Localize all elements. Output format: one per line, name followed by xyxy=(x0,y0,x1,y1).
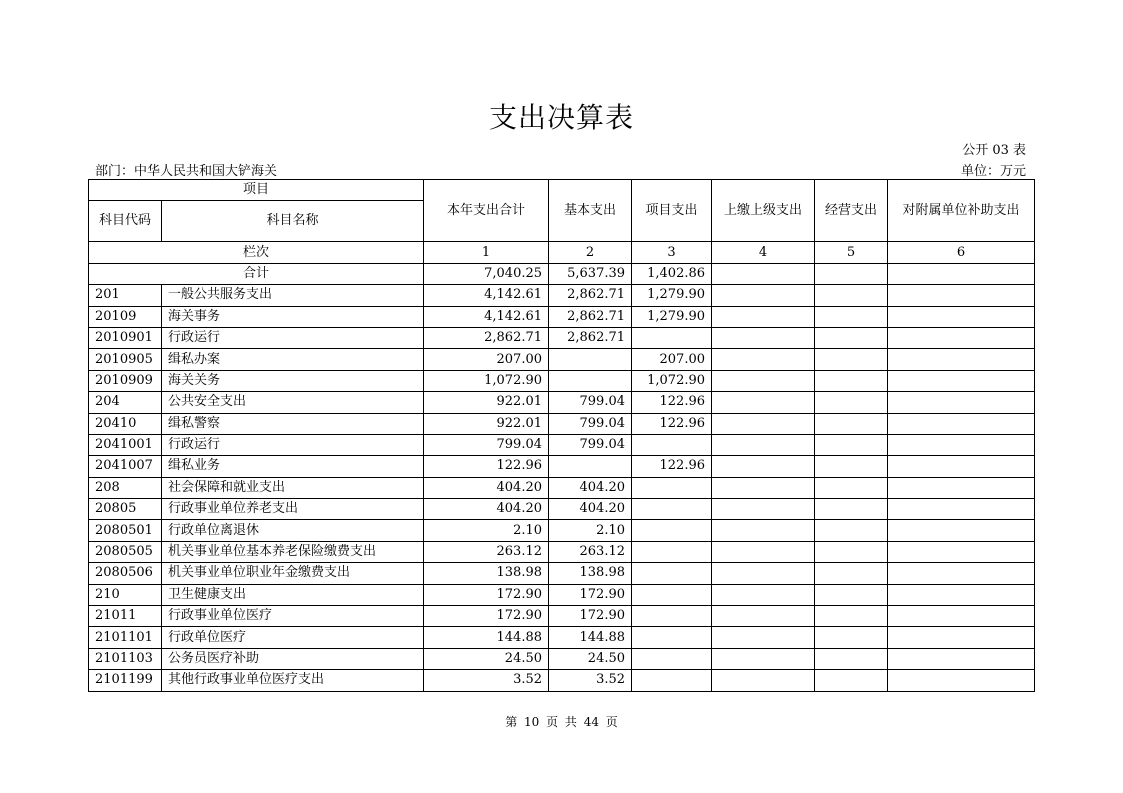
row-value: 799.04 xyxy=(549,413,632,434)
row-value xyxy=(888,392,1035,413)
row-value xyxy=(712,520,815,541)
table-row xyxy=(89,370,1035,391)
table-row xyxy=(89,327,1035,348)
row-name: 机关事业单位职业年金缴费支出 xyxy=(162,563,424,584)
row-code: 20109 xyxy=(89,306,162,327)
row-value xyxy=(815,648,888,669)
row-value: 263.12 xyxy=(549,541,632,562)
row-value xyxy=(888,434,1035,455)
row-value: 172.90 xyxy=(549,606,632,627)
header-col-1: 本年支出合计 xyxy=(424,180,549,242)
row-value xyxy=(888,499,1035,520)
row-value: 1,279.90 xyxy=(632,306,712,327)
table-row xyxy=(89,434,1035,455)
table-row xyxy=(89,520,1035,541)
row-value xyxy=(815,392,888,413)
header-col-4: 上缴上级支出 xyxy=(712,180,815,242)
row-value: 24.50 xyxy=(549,648,632,669)
row-code: 20805 xyxy=(89,499,162,520)
row-name: 社会保障和就业支出 xyxy=(162,477,424,498)
header-code: 科目代码 xyxy=(89,201,162,242)
total-row xyxy=(89,263,1035,284)
row-value: 263.12 xyxy=(424,541,549,562)
row-value: 799.04 xyxy=(424,434,549,455)
total-value xyxy=(712,263,815,284)
row-name: 缉私警察 xyxy=(162,413,424,434)
row-value: 4,142.61 xyxy=(424,306,549,327)
row-value xyxy=(888,606,1035,627)
row-value xyxy=(888,541,1035,562)
page-title: 支出决算表 xyxy=(488,101,634,134)
header-col-6: 对附属单位补助支出 xyxy=(888,180,1035,242)
row-value xyxy=(632,434,712,455)
row-value xyxy=(632,606,712,627)
row-value xyxy=(712,541,815,562)
table-row xyxy=(89,392,1035,413)
row-index-cell: 3 xyxy=(632,242,712,263)
row-value: 3.52 xyxy=(424,670,549,691)
row-value xyxy=(632,584,712,605)
row-value xyxy=(815,456,888,477)
row-value xyxy=(888,306,1035,327)
row-value: 404.20 xyxy=(424,499,549,520)
row-value xyxy=(712,456,815,477)
total-value: 1,402.86 xyxy=(632,263,712,284)
row-value xyxy=(815,413,888,434)
row-value: 144.88 xyxy=(424,627,549,648)
row-value xyxy=(888,563,1035,584)
row-name: 缉私办案 xyxy=(162,349,424,370)
row-value xyxy=(815,670,888,691)
row-value: 144.88 xyxy=(549,627,632,648)
row-value: 922.01 xyxy=(424,392,549,413)
row-value: 1,072.90 xyxy=(424,370,549,391)
row-name: 行政单位医疗 xyxy=(162,627,424,648)
table-row xyxy=(89,456,1035,477)
row-code: 208 xyxy=(89,477,162,498)
row-code: 2041001 xyxy=(89,434,162,455)
table-row xyxy=(89,606,1035,627)
page-footer: 第 10 页 共 44 页 xyxy=(505,715,618,729)
row-value: 1,279.90 xyxy=(632,285,712,306)
row-value xyxy=(888,584,1035,605)
row-value xyxy=(815,563,888,584)
row-code: 2041007 xyxy=(89,456,162,477)
row-code: 2101199 xyxy=(89,670,162,691)
row-value xyxy=(888,477,1035,498)
row-name: 行政运行 xyxy=(162,327,424,348)
row-index-cell: 4 xyxy=(712,242,815,263)
row-value xyxy=(549,370,632,391)
table-row xyxy=(89,285,1035,306)
row-value xyxy=(632,541,712,562)
table-row xyxy=(89,499,1035,520)
row-value xyxy=(815,499,888,520)
row-value xyxy=(632,627,712,648)
header-col-2: 基本支出 xyxy=(549,180,632,242)
table-row xyxy=(89,584,1035,605)
row-value xyxy=(712,413,815,434)
row-value xyxy=(712,670,815,691)
row-value: 404.20 xyxy=(424,477,549,498)
row-code: 2010905 xyxy=(89,349,162,370)
expenditure-table xyxy=(88,179,1035,692)
table-row xyxy=(89,306,1035,327)
row-name: 海关事务 xyxy=(162,306,424,327)
row-value: 207.00 xyxy=(632,349,712,370)
unit-label: 单位：万元 xyxy=(960,164,1026,179)
row-value xyxy=(815,584,888,605)
row-value: 404.20 xyxy=(549,499,632,520)
row-value xyxy=(815,434,888,455)
row-name: 行政运行 xyxy=(162,434,424,455)
row-index xyxy=(89,242,1035,263)
row-value xyxy=(632,327,712,348)
row-code: 201 xyxy=(89,285,162,306)
row-value: 138.98 xyxy=(424,563,549,584)
table-row xyxy=(89,349,1035,370)
row-value xyxy=(888,627,1035,648)
row-value: 172.90 xyxy=(424,584,549,605)
row-name: 海关关务 xyxy=(162,370,424,391)
row-code: 2080506 xyxy=(89,563,162,584)
row-code: 20410 xyxy=(89,413,162,434)
header-col-5: 经营支出 xyxy=(815,180,888,242)
row-code: 2010909 xyxy=(89,370,162,391)
row-value: 122.96 xyxy=(632,456,712,477)
row-value xyxy=(815,477,888,498)
row-value: 122.96 xyxy=(632,392,712,413)
row-value xyxy=(815,306,888,327)
row-value xyxy=(712,285,815,306)
row-value xyxy=(888,349,1035,370)
form-number: 公开 03 表 xyxy=(962,143,1026,158)
row-value xyxy=(712,499,815,520)
row-code: 21011 xyxy=(89,606,162,627)
department-label: 部门：中华人民共和国大铲海关 xyxy=(95,164,278,179)
row-code: 2010901 xyxy=(89,327,162,348)
row-value xyxy=(712,563,815,584)
row-value: 172.90 xyxy=(549,584,632,605)
row-index-cell: 5 xyxy=(815,242,888,263)
row-value xyxy=(632,670,712,691)
table-row xyxy=(89,477,1035,498)
row-value xyxy=(815,327,888,348)
table-row xyxy=(89,563,1035,584)
row-value: 2.10 xyxy=(549,520,632,541)
row-index-cell: 1 xyxy=(424,242,549,263)
row-code: 2080501 xyxy=(89,520,162,541)
row-value: 2,862.71 xyxy=(424,327,549,348)
row-value xyxy=(888,370,1035,391)
row-value: 799.04 xyxy=(549,392,632,413)
row-value xyxy=(815,520,888,541)
header-col-3: 项目支出 xyxy=(632,180,712,242)
row-name: 一般公共服务支出 xyxy=(162,285,424,306)
row-value xyxy=(712,606,815,627)
row-value xyxy=(888,285,1035,306)
row-name: 缉私业务 xyxy=(162,456,424,477)
row-value xyxy=(888,670,1035,691)
row-value xyxy=(888,327,1035,348)
row-value xyxy=(888,520,1035,541)
row-value xyxy=(632,477,712,498)
row-value xyxy=(815,541,888,562)
row-value: 172.90 xyxy=(424,606,549,627)
total-value xyxy=(815,263,888,284)
row-index-cell: 2 xyxy=(549,242,632,263)
table-row xyxy=(89,670,1035,691)
total-value: 5,637.39 xyxy=(549,263,632,284)
header-row-project xyxy=(89,180,1035,201)
header-project: 项目 xyxy=(89,180,424,201)
row-value xyxy=(888,648,1035,669)
row-value: 3.52 xyxy=(549,670,632,691)
total-value xyxy=(888,263,1035,284)
row-value xyxy=(632,648,712,669)
row-value xyxy=(632,563,712,584)
row-code: 2101103 xyxy=(89,648,162,669)
row-value: 138.98 xyxy=(549,563,632,584)
row-value xyxy=(815,627,888,648)
row-name: 行政事业单位医疗 xyxy=(162,606,424,627)
row-value xyxy=(712,392,815,413)
row-value xyxy=(712,584,815,605)
row-value xyxy=(712,477,815,498)
row-value xyxy=(712,327,815,348)
row-name: 行政单位离退休 xyxy=(162,520,424,541)
table-body xyxy=(89,263,1035,691)
row-name: 其他行政事业单位医疗支出 xyxy=(162,670,424,691)
row-value: 1,072.90 xyxy=(632,370,712,391)
table-row xyxy=(89,541,1035,562)
total-value: 7,040.25 xyxy=(424,263,549,284)
row-value: 207.00 xyxy=(424,349,549,370)
row-value xyxy=(712,434,815,455)
row-name: 机关事业单位基本养老保险缴费支出 xyxy=(162,541,424,562)
row-value xyxy=(712,627,815,648)
row-index-cell: 6 xyxy=(888,242,1035,263)
row-value xyxy=(712,648,815,669)
row-value xyxy=(549,456,632,477)
row-value xyxy=(712,370,815,391)
row-value xyxy=(712,306,815,327)
row-value: 2.10 xyxy=(424,520,549,541)
row-code: 2080505 xyxy=(89,541,162,562)
row-code: 210 xyxy=(89,584,162,605)
row-value xyxy=(815,370,888,391)
row-value xyxy=(888,413,1035,434)
row-value: 404.20 xyxy=(549,477,632,498)
row-value xyxy=(815,285,888,306)
row-value: 24.50 xyxy=(424,648,549,669)
row-value xyxy=(632,520,712,541)
row-name: 公共安全支出 xyxy=(162,392,424,413)
row-value xyxy=(888,456,1035,477)
row-value: 4,142.61 xyxy=(424,285,549,306)
row-value: 922.01 xyxy=(424,413,549,434)
row-name: 卫生健康支出 xyxy=(162,584,424,605)
table-row xyxy=(89,648,1035,669)
row-value xyxy=(632,499,712,520)
row-code: 2101101 xyxy=(89,627,162,648)
row-value: 799.04 xyxy=(549,434,632,455)
row-value: 2,862.71 xyxy=(549,306,632,327)
row-index-label: 栏次 xyxy=(89,242,424,263)
row-value: 2,862.71 xyxy=(549,327,632,348)
row-name: 公务员医疗补助 xyxy=(162,648,424,669)
row-value: 122.96 xyxy=(424,456,549,477)
row-value xyxy=(815,606,888,627)
row-value xyxy=(712,349,815,370)
row-value xyxy=(815,349,888,370)
table-row xyxy=(89,627,1035,648)
row-value: 2,862.71 xyxy=(549,285,632,306)
header-name: 科目名称 xyxy=(162,201,424,242)
table-row xyxy=(89,413,1035,434)
row-name: 行政事业单位养老支出 xyxy=(162,499,424,520)
row-value xyxy=(549,349,632,370)
total-label: 合计 xyxy=(89,263,424,284)
row-value: 122.96 xyxy=(632,413,712,434)
row-code: 204 xyxy=(89,392,162,413)
